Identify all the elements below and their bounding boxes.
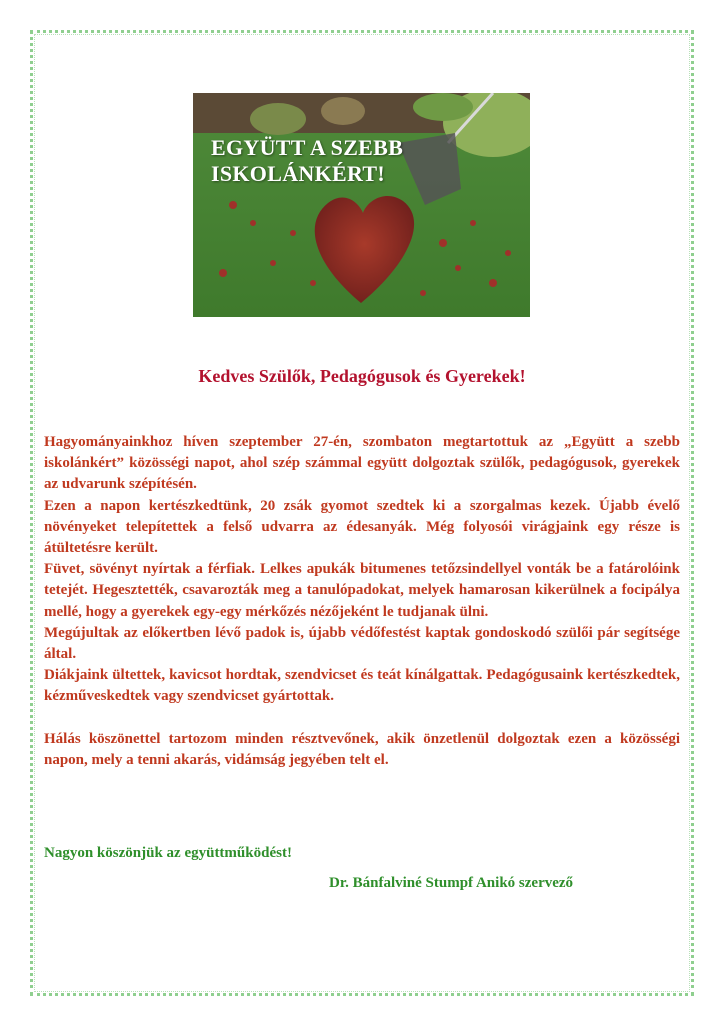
paragraph: Ezen a napon kertészkedtünk, 20 zsák gyomot szedtek ki a szorgalmas kezek. Újabb évelő növényeket telepítettek a felső udvarra az édesanyák. Még folyosói virágjaink egy része is átültetésre került. bbox=[44, 497, 680, 557]
letter-body bbox=[44, 432, 680, 771]
paragraph: Füvet, sövényt nyírtak a férfiak. Lelkes apukák bitumenes tetőzsindellyel vonták be a fatárolóink tetejét. Hegesztették, csavarozták meg a tanulópadokat, melyek hamarosan kikerülnek a focipálya mellé, hogy a gyerekek egy-egy mérkőzés nézőjeként le tudjanak ülni. bbox=[44, 561, 680, 620]
shrub bbox=[321, 97, 365, 125]
closing-line: Nagyon köszönjük az együttműködést! bbox=[44, 845, 292, 861]
paragraph: Hálás köszönettel tartozom minden résztvevőnek, akik önzetlenül dolgoztak ezen a közösségi napon, mely a tenni akarás, vidámság jegyében telt el. bbox=[44, 730, 680, 768]
paragraph: Hagyományainkhoz híven szeptember 27-én, szombaton megtartottuk az „Együtt a szebb iskolánkért” közösségi napot, ahol szép számmal együtt dolgoztak szülők, pedagógusok, gyerekek az udvarunk szépítésén. bbox=[44, 434, 680, 493]
paragraph: Megújultak az előkertben lévő padok is, újabb védőfestést kaptak gondoskodó szülői pár segítsége által. bbox=[44, 624, 680, 663]
paragraph: Diákjaink ültettek, kavicsot hordtak, szendvicset és teát kínálgattak. Pedagógusaink kertészkedtek, kézműveskedtek vagy szendvicset gyártottak. bbox=[44, 667, 680, 705]
header-photo bbox=[193, 93, 530, 317]
photo-caption bbox=[211, 135, 451, 187]
photo-caption-line1: EGYÜTT A SZEBB bbox=[211, 135, 404, 160]
greeting-heading: Kedves Szülők, Pedagógusok és Gyerekek! bbox=[198, 366, 526, 386]
shrub bbox=[250, 103, 306, 135]
photo-caption-line2: ISKOLÁNKÉRT! bbox=[211, 161, 385, 186]
signature: Dr. Bánfalviné Stumpf Anikó szervező bbox=[329, 875, 574, 891]
shrub bbox=[413, 93, 473, 121]
leaf-heart-photo bbox=[193, 93, 530, 317]
